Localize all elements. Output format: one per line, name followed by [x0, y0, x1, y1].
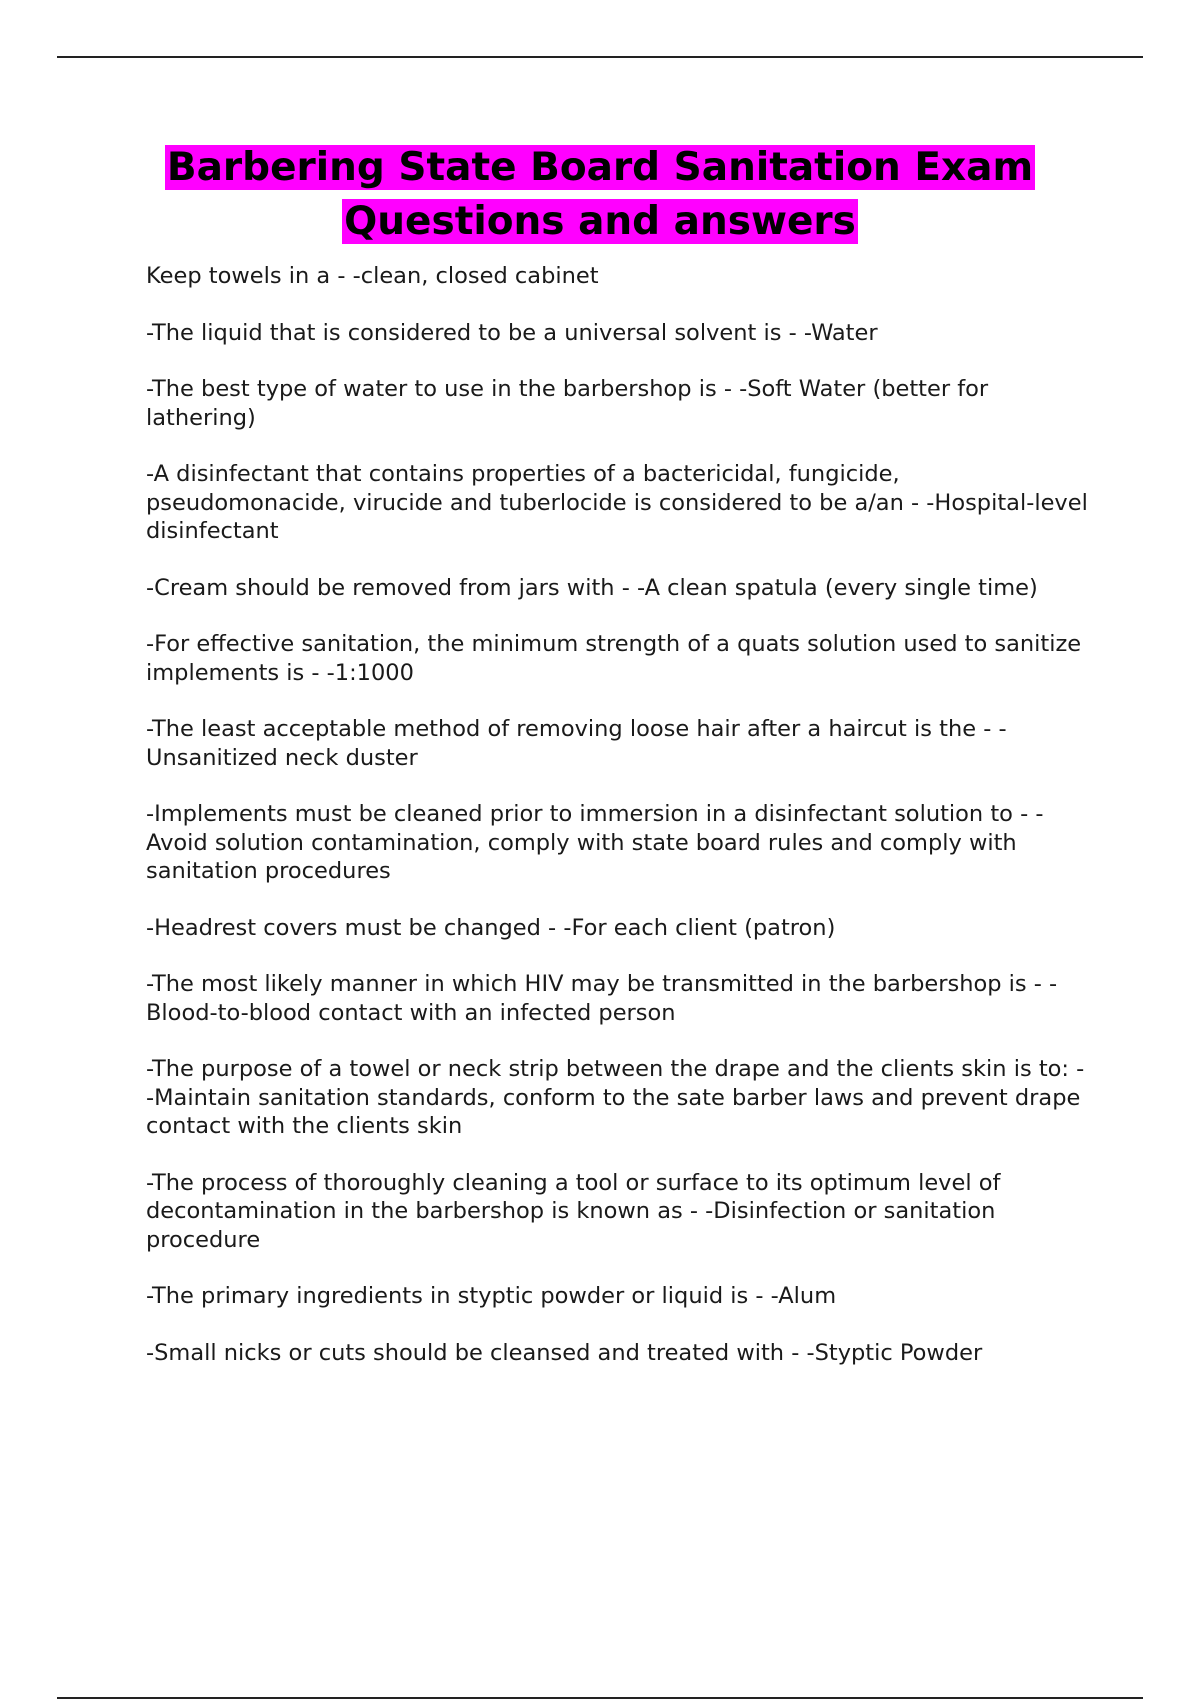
qa-item: -The purpose of a towel or neck strip between the drape and the clients skin is to: - -Maintain sanitation standards, conform to the sate barber laws and prevent drape contact with the clients skin [146, 1056, 1085, 1139]
qa-item: -A disinfectant that contains properties of a bactericidal, fungicide, pseudomonacide, virucide and tuberlocide is considered to be a/an - -Hospital-level disinfectant [146, 461, 1088, 544]
qa-item: -The process of thoroughly cleaning a tool or surface to its optimum level of decontamination in the barbershop is known as - -Disinfection or sanitation procedure [146, 1169, 1001, 1253]
qa-item: -Small nicks or cuts should be cleansed and treated with - -Styptic Powder [146, 1339, 983, 1366]
qa-item: -The most likely manner in which HIV may be transmitted in the barbershop is - -Blood-to-blood contact with an infected person [146, 971, 1058, 1026]
qa-item: -The least acceptable method of removing loose hair after a haircut is the - -Unsanitized neck duster [146, 716, 1007, 771]
bottom-rule [57, 1697, 1143, 1699]
title-line-1: Barbering State Board Sanitation Exam [166, 145, 1034, 190]
qa-item: -The primary ingredients in styptic powder or liquid is - -Alum [146, 1283, 837, 1309]
qa-item: -The liquid that is considered to be a universal solvent is - -Water [146, 319, 878, 346]
document-title [100, 144, 1100, 252]
qa-item: -Headrest covers must be changed - -For each client (patron) [146, 914, 836, 941]
title-line-2: Questions and answers [344, 199, 856, 244]
qa-item: -For effective sanitation, the minimum strength of a quats solution used to sanitize implements is - -1:1000 [146, 631, 1082, 686]
top-rule [57, 56, 1143, 58]
qa-list [146, 262, 1091, 1395]
qa-item: -Cream should be removed from jars with - -A clean spatula (every single time) [146, 574, 1038, 601]
qa-item: -Implements must be cleaned prior to immersion in a disinfectant solution to - -Avoid solution contamination, comply with state board rules and comply with sanitation procedures [146, 801, 1044, 884]
qa-item: -The best type of water to use in the barbershop is - -Soft Water (better for lathering) [146, 376, 989, 431]
qa-item: Keep towels in a - -clean, closed cabinet [146, 263, 599, 289]
